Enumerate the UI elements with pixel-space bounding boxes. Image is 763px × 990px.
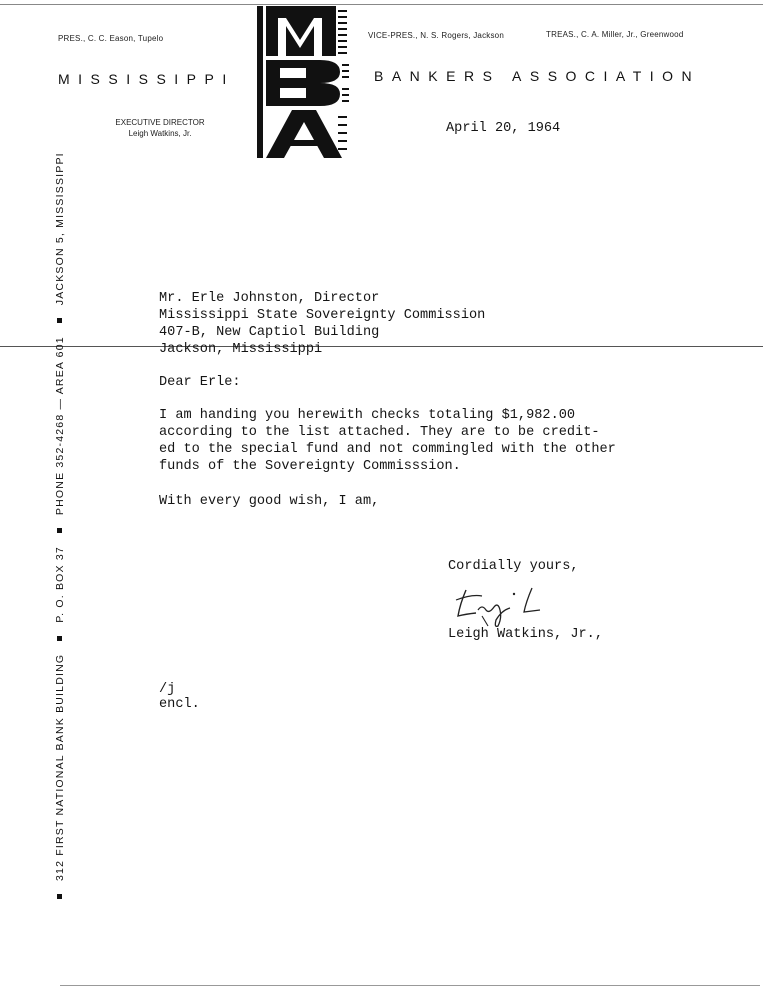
closing-wish: With every good wish, I am, [159,494,380,509]
recipient-line-1: Mr. Erle Johnston, Director [159,291,380,306]
separator-square [57,528,62,533]
side-address: 312 FIRST NATIONAL BANK BUILDING [54,653,66,881]
separator-square [57,894,62,899]
scan-edge-bottom [60,985,760,986]
exec-director-block [108,117,212,139]
scan-fold-line [0,346,763,347]
scan-edge-top [0,4,763,5]
body-line-2: according to the list attached. They are to be credit- [159,425,600,440]
body-line-4: funds of the Sovereignty Commisssion. [159,459,461,474]
org-name-left: MISSISSIPPI [58,71,235,87]
complimentary-close: Cordially yours, [448,559,579,574]
org-name-right: BANKERS ASSOCIATION [374,68,701,84]
body-line-3: ed to the special fund and not commingled with the other [159,442,616,457]
handwritten-signature [452,580,552,630]
recipient-line-3: 407-B, New Captiol Building [159,325,380,340]
side-address-strip [54,152,66,912]
side-phone: PHONE 352-4268 — AREA 601 [54,336,66,516]
president-line: PRES., C. C. Eason, Tupelo [58,34,164,43]
separator-square [57,318,62,323]
vice-president-line: VICE-PRES., N. S. Rogers, Jackson [368,31,504,40]
side-pobox: P. O. BOX 37 [54,546,66,623]
body-line-1: I am handing you herewith checks totaling $1,982.00 [159,408,576,423]
salutation: Dear Erle: [159,375,241,390]
signature-name: Leigh Watkins, Jr., [448,627,603,642]
letter-date: April 20, 1964 [446,121,561,136]
mba-logo [254,6,350,158]
exec-director-name: Leigh Watkins, Jr. [128,129,192,138]
typist-initials: /j [159,682,176,697]
recipient-line-4: Jackson, Mississippi [159,342,323,357]
side-city: JACKSON 5, MISSISSIPPI [54,152,66,306]
separator-square [57,636,62,641]
exec-director-title: EXECUTIVE DIRECTOR [115,118,205,127]
treasurer-line: TREAS., C. A. Miller, Jr., Greenwood [546,30,684,39]
recipient-line-2: Mississippi State Sovereignty Commission [159,308,486,323]
enclosure-note: encl. [159,697,200,712]
